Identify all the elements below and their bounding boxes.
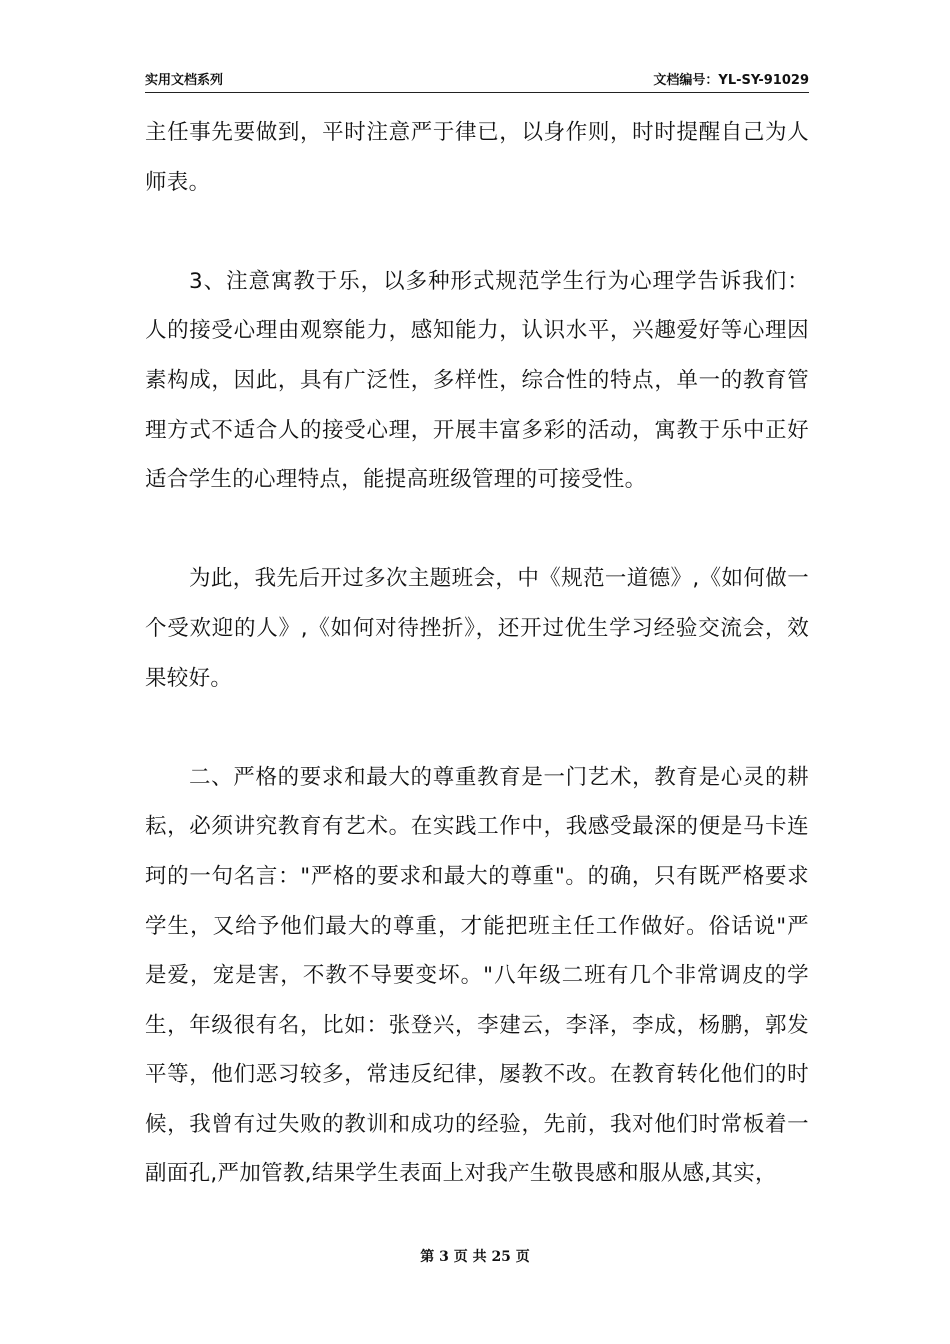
document-body bbox=[145, 108, 809, 1199]
paragraph-item-3: 3、注意寓教于乐，以多种形式规范学生行为心理学告诉我们：人的接受心理由观察能力，感知能力，认识水平，兴趣爱好等心理因素构成，因此，具有广泛性，多样性，综合性的特点，单一的教育管理方式不适合人的接受心理，开展丰富多彩的活动，寓教于乐中正好适合学生的心理特点，能提高班级管理的可接受性。 bbox=[145, 268, 809, 493]
paragraph-continuation: 主任事先要做到，平时注意严于律已，以身作则，时时提醒自己为人师表。 bbox=[145, 120, 809, 195]
page-header bbox=[145, 70, 809, 93]
paragraph-gap bbox=[145, 207, 809, 257]
header-series-title: 实用文档系列 bbox=[145, 73, 224, 88]
paragraph-section-two: 二、严格的要求和最大的尊重教育是一门艺术，教育是心灵的耕耘，必须讲究教育有艺术。在实践工作中，我感受最深的便是马卡连珂的一句名言："严格的要求和最大的尊重"。的确，只有既严格要求学生，又给予他们最大的尊重，才能把班主任工作做好。俗话说"严是爱，宠是害，不教不导要变坏。"八年级二班有几个非常调皮的学生，年级很有名，比如：张登兴，李建云，李泽，李成，杨鹏，郭发平等，他们恶习较多，常违反纪律，屡教不改。在教育转化他们的时候，我曾有过失败的教训和成功的经验，先前，我对他们时常板着一副面孔,严加管教,结果学生表面上对我产生敬畏感和服从感,其实， bbox=[145, 764, 809, 1187]
header-document-number: 文档编号：YL-SY-91029 bbox=[653, 73, 809, 88]
paragraph-gap bbox=[145, 505, 809, 555]
paragraph-class-meetings: 为此，我先后开过多次主题班会，中《规范一道德》,《如何做一个受欢迎的人》,《如何对待挫折》，还开过优生学习经验交流会，效果较好。 bbox=[145, 566, 809, 691]
paragraph-gap bbox=[145, 703, 809, 753]
page-number-footer: 第 3 页 共 25 页 bbox=[420, 1249, 530, 1265]
